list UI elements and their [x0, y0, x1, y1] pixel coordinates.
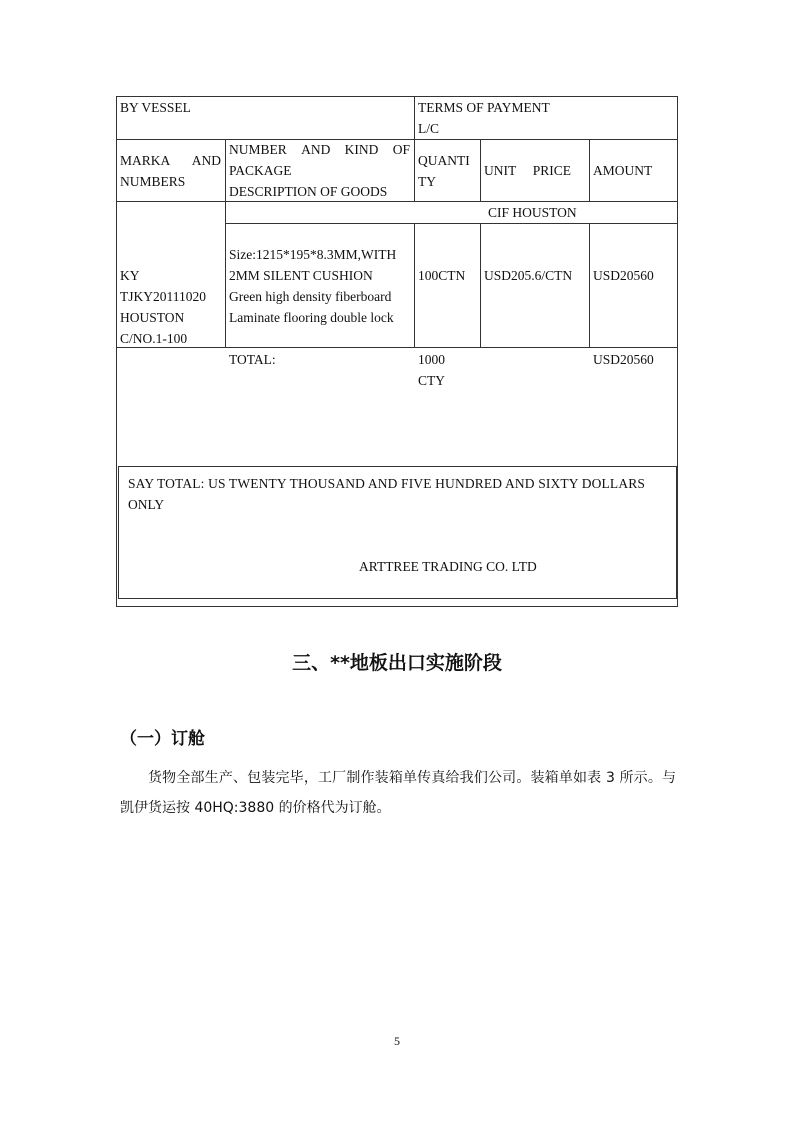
table-border-left	[116, 96, 117, 607]
terms-of-payment-value: L/C	[418, 121, 440, 136]
header-unit-price-word: UNIT	[484, 163, 517, 178]
say-total-line2: ONLY	[128, 497, 165, 512]
marks-line: HOUSTON	[120, 310, 185, 325]
description-line: Laminate flooring double lock	[229, 310, 394, 325]
table-border-right	[677, 96, 678, 607]
table-border-bottom	[116, 606, 678, 607]
row-divider	[116, 201, 678, 202]
subsection-title: （一）订舱	[120, 729, 205, 749]
row-divider	[225, 223, 678, 224]
col-divider	[480, 139, 481, 201]
total-label: TOTAL:	[229, 352, 276, 367]
header-unit-price	[484, 160, 571, 181]
page-number: 5	[394, 1034, 400, 1048]
header-package-line1	[229, 139, 410, 160]
header-marks-line2: NUMBERS	[120, 174, 186, 189]
say-total-line1: SAY TOTAL: US TWENTY THOUSAND AND FIVE HUNDRED AND SIXTY DOLLARS	[128, 476, 646, 491]
header-amount: AMOUNT	[593, 163, 653, 178]
company-name: ARTTREE TRADING CO. LTD	[359, 559, 537, 574]
col-divider	[414, 96, 415, 201]
header-marks-line1	[120, 150, 221, 171]
header-marks-word: MARKA	[120, 153, 171, 168]
total-amount: USD20560	[593, 352, 654, 367]
header-marks-word: AND	[191, 153, 221, 168]
total-quantity-line1: 1000	[418, 352, 445, 367]
header-package-word: NUMBER	[229, 142, 287, 157]
section-title: 三、**地板出口实施阶段	[292, 652, 502, 674]
col-divider	[480, 223, 481, 347]
row-divider	[116, 347, 678, 348]
header-package-word: OF	[392, 142, 410, 157]
marks-line: KY	[120, 268, 140, 283]
description-line: 2MM SILENT CUSHION	[229, 268, 373, 283]
header-package-word: AND	[301, 142, 331, 157]
cif-houston: CIF HOUSTON	[488, 205, 577, 220]
description-line: Size:1215*195*8.3MM,WITH	[229, 247, 397, 262]
table-border-top	[116, 96, 678, 97]
description-line: Green high density fiberboard	[229, 289, 392, 304]
by-vessel: BY VESSEL	[120, 100, 191, 115]
header-unit-price-word: PRICE	[532, 163, 571, 178]
body-paragraph: 货物全部生产、包装完毕，工厂制作装箱单传真给我们公司。装箱单如表 3 所示。与凯伊货运按 40HQ:3880 的价格代为订舱。	[120, 770, 676, 816]
marks-line: C/NO.1-100	[120, 331, 188, 346]
marks-line: TJKY20111020	[120, 289, 206, 304]
amount-value: USD20560	[593, 268, 654, 283]
header-quantity-line2: TY	[418, 174, 436, 189]
col-divider	[589, 223, 590, 347]
unit-price-value: USD205.6/CTN	[484, 268, 573, 283]
header-package-line2: PACKAGE	[229, 163, 292, 178]
header-quantity-line1: QUANTI	[418, 153, 470, 168]
quantity-value: 100CTN	[418, 268, 466, 283]
terms-of-payment-label: TERMS OF PAYMENT	[418, 100, 550, 115]
col-divider	[225, 139, 226, 347]
total-quantity-line2: CTY	[418, 373, 445, 388]
header-description: DESCRIPTION OF GOODS	[229, 184, 388, 199]
header-package-word: KIND	[344, 142, 379, 157]
col-divider	[589, 139, 590, 201]
col-divider	[414, 223, 415, 347]
